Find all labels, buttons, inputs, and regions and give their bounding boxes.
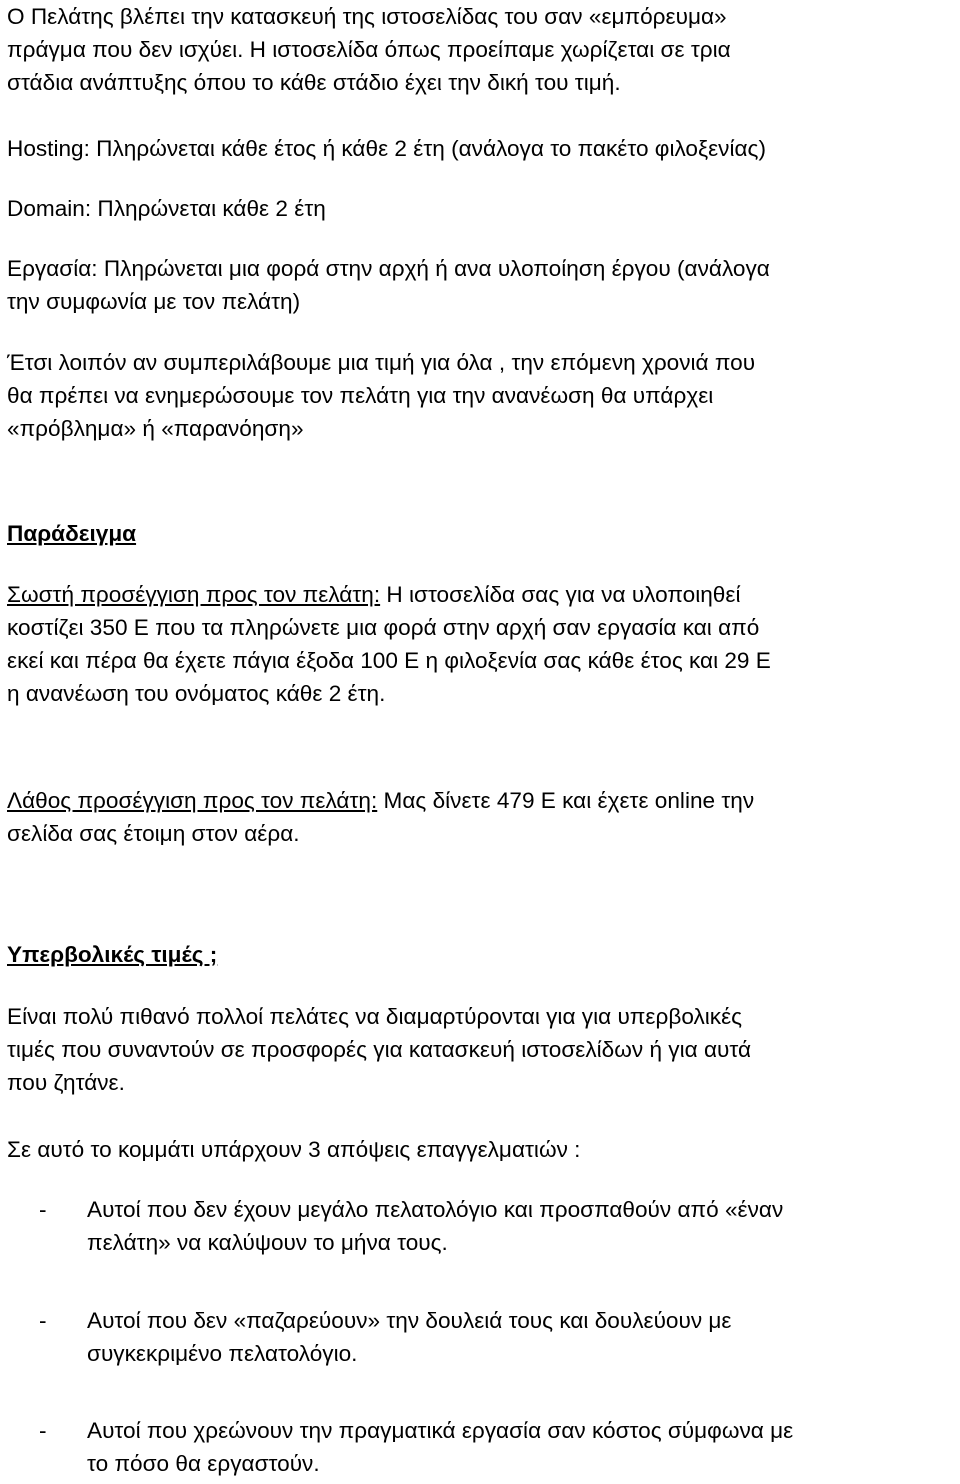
prices-line: τιμές που συναντούν σε προσφορές για κατασκευή ιστοσελίδων ή για αυτά: [7, 1037, 752, 1062]
work-paragraph: [7, 252, 770, 318]
list-item-line: πελάτη» να καλύψουν το μήνα τους.: [87, 1230, 448, 1255]
intro-paragraph: [7, 0, 731, 99]
list-item: [7, 1304, 955, 1370]
correct-approach-label: Σωστή προσέγγιση προς τον πελάτη:: [7, 582, 381, 607]
summary-paragraph: [7, 346, 755, 445]
list-item-line: Αυτοί που χρεώνουν την πραγματικά εργασία σαν κόστος σύμφωνα με: [87, 1418, 794, 1443]
prices-paragraph: [7, 1000, 751, 1099]
dash-bullet: -: [39, 1418, 47, 1443]
list-item-line: συγκεκριμένο πελατολόγιο.: [87, 1341, 358, 1366]
list-item-line: Αυτοί που δεν «παζαρεύουν» την δουλειά τους και δουλεύουν με: [87, 1308, 732, 1333]
example-heading: Παράδειγμα: [7, 521, 137, 546]
list-item-line: Αυτοί που δεν έχουν μεγάλο πελατολόγιο και προσπαθούν από «έναν: [87, 1197, 784, 1222]
wrong-approach-text: Μας δίνετε 479 Ε και έχετε online την: [377, 788, 755, 813]
list-item-line: το πόσο θα εργαστούν.: [87, 1451, 320, 1476]
correct-approach-line: κοστίζει 350 Ε που τα πληρώνετε μια φορά στην αρχή σαν εργασία και από: [7, 615, 760, 640]
work-line: Εργασία: Πληρώνεται μια φορά στην αρχή ή ανα υλοποίηση έργου (ανάλογα: [7, 256, 770, 281]
summary-line: Έτσι λοιπόν αν συμπεριλάβουμε μια τιμή για όλα , την επόμενη χρονιά που: [7, 350, 756, 375]
wrong-approach-line: σελίδα σας έτοιμη στον αέρα.: [7, 821, 300, 846]
correct-approach-line: εκεί και πέρα θα έχετε πάγια έξοδα 100 Ε η φιλοξενία σας κάθε έτος και 29 Ε: [7, 648, 771, 673]
dash-bullet: -: [39, 1197, 47, 1222]
list-item: [7, 1193, 955, 1259]
domain-paragraph: Domain: Πληρώνεται κάθε 2 έτη: [7, 196, 326, 221]
hosting-paragraph: Hosting: Πληρώνεται κάθε έτος ή κάθε 2 έτη (ανάλογα το πακέτο φιλοξενίας): [7, 136, 766, 161]
intro-line: Ο Πελάτης βλέπει την κατασκευή της ιστοσελίδας του σαν «εμπόρευμα»: [7, 4, 727, 29]
intro-line: στάδια ανάπτυξης όπου το κάθε στάδιο έχει την δική του τιμή.: [7, 70, 621, 95]
prices-line: Είναι πολύ πιθανό πολλοί πελάτες να διαμαρτύρονται για για υπερβολικές: [7, 1004, 743, 1029]
work-line: την συμφωνία με τον πελάτη): [7, 289, 301, 314]
list-item: [7, 1414, 955, 1480]
summary-line: «πρόβλημα» ή «παρανόηση»: [7, 416, 304, 441]
correct-approach-line: η ανανέωση του ονόματος κάθε 2 έτη.: [7, 681, 386, 706]
prices-line: που ζητάνε.: [7, 1070, 125, 1095]
dash-bullet: -: [39, 1308, 47, 1333]
summary-line: θα πρέπει να ενημερώσουμε τον πελάτη για την ανανέωση θα υπάρχει: [7, 383, 714, 408]
correct-approach-paragraph: [7, 578, 771, 710]
wrong-approach-label: Λάθος προσέγγιση προς τον πελάτη:: [7, 788, 378, 813]
prices-heading: Υπερβολικές τιμές ;: [7, 942, 218, 967]
wrong-approach-paragraph: [7, 784, 754, 850]
views-intro: Σε αυτό το κομμάτι υπάρχουν 3 απόψεις επαγγελματιών :: [7, 1137, 581, 1162]
intro-line: πράγμα που δεν ισχύει. Η ιστοσελίδα όπως προείπαμε χωρίζεται σε τρια: [7, 37, 731, 62]
correct-approach-text: Η ιστοσελίδα σας για να υλοποιηθεί: [380, 582, 741, 607]
